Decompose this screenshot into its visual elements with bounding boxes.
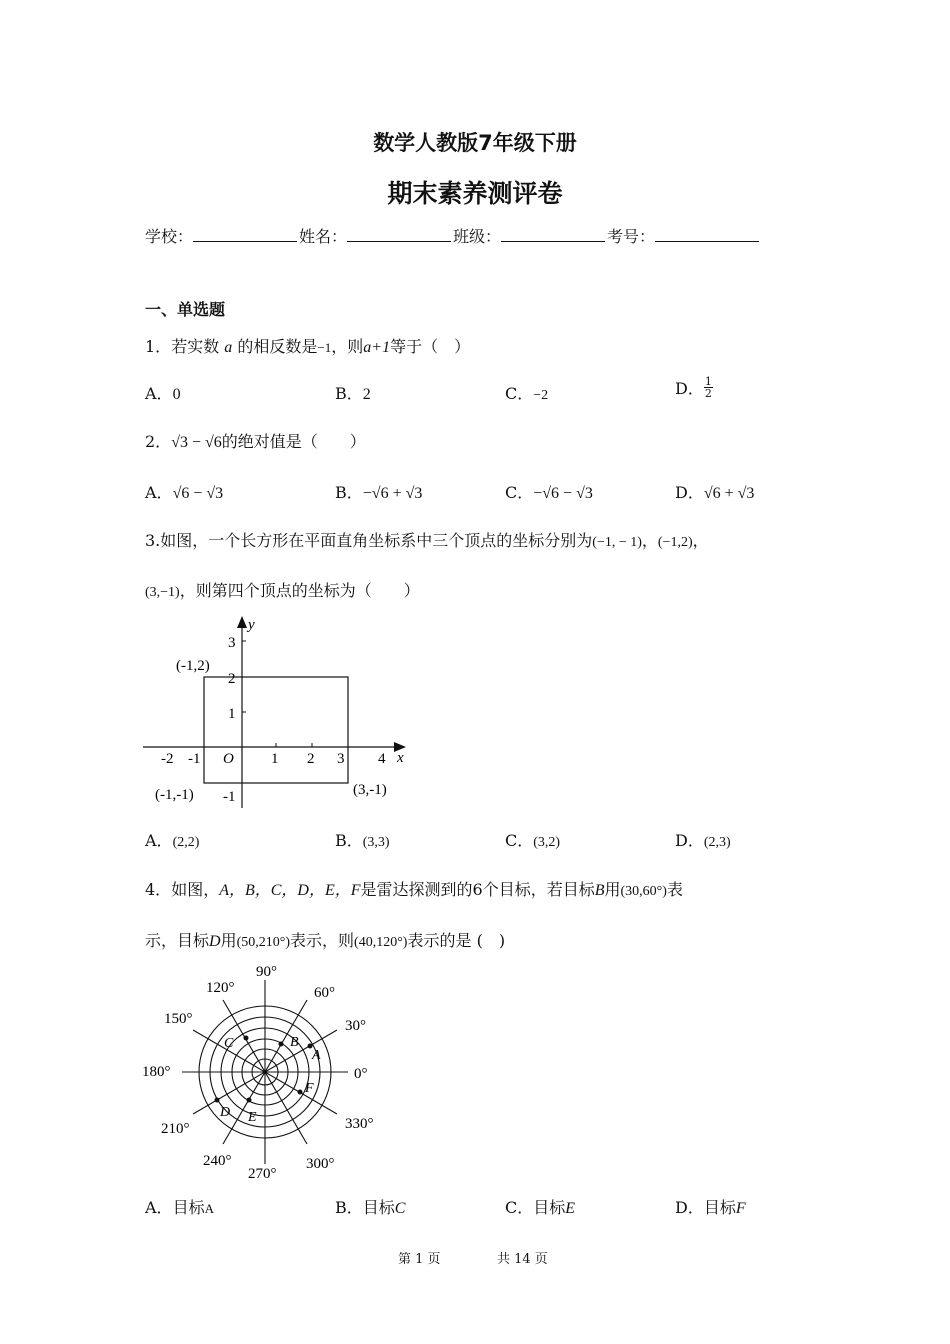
q4-option-a[interactable]: A．目标A — [145, 1198, 214, 1217]
question-2-stem: 2．√3 − √6的绝对值是（ ） — [145, 432, 366, 451]
question-4-stem-line1: 4．如图，A，B，C，D，E，F是雷达探测到的6个目标，若目标B用(30,60°)表 — [145, 880, 683, 899]
angle-label: 210° — [161, 1121, 190, 1137]
y-tick-label: 2 — [228, 671, 236, 687]
x-tick-label: -2 — [161, 751, 174, 767]
target-label: D — [220, 1105, 231, 1120]
q2-option-c[interactable]: C．−√6 − √3 — [505, 483, 593, 502]
info-school-label: 学校： — [145, 227, 194, 246]
page-number: 第 1 页 — [398, 1252, 441, 1267]
page-title: 数学人教版7年级下册 — [373, 131, 577, 155]
info-class-blank[interactable] — [501, 227, 605, 242]
target-label: A — [312, 1048, 321, 1063]
q3-option-b[interactable]: B．(3,3) — [335, 831, 390, 850]
x-tick-label: -1 — [188, 751, 201, 767]
info-exam-blank[interactable] — [655, 227, 759, 242]
angle-label: 0° — [354, 1066, 368, 1082]
angle-label: 330° — [345, 1116, 374, 1132]
info-exam-label: 考号： — [607, 227, 656, 246]
q2-option-d[interactable]: D．√6 + √3 — [675, 483, 755, 502]
target-label: C — [224, 1036, 234, 1051]
angle-label: 240° — [203, 1153, 232, 1169]
q4-option-d[interactable]: D．目标F — [675, 1198, 746, 1217]
angle-label: 180° — [142, 1064, 171, 1080]
q3-option-a[interactable]: A．(2,2) — [145, 831, 200, 850]
x-tick-label: 2 — [307, 751, 315, 767]
page-total: 共 14 页 — [497, 1252, 548, 1267]
info-class-label: 班级： — [453, 227, 502, 246]
q3-option-c[interactable]: C．(3,2) — [505, 831, 561, 850]
question-1-stem: 1．若实数 a 的相反数是−1，则a+1等于（ ） — [145, 337, 471, 356]
coordinate-figure — [140, 612, 415, 817]
y-tick-label: -1 — [223, 789, 236, 805]
x-tick-label: 4 — [378, 751, 386, 767]
target-label: E — [248, 1110, 257, 1125]
angle-label: 30° — [345, 1018, 366, 1034]
x-tick-label: 1 — [271, 751, 279, 767]
info-name-blank[interactable] — [347, 227, 451, 242]
angle-label: 60° — [314, 985, 335, 1001]
page-subtitle: 期末素养测评卷 — [387, 179, 563, 208]
question-3-stem-line1: 3.如图，一个长方形在平面直角坐标系中三个顶点的坐标分别为(−1, − 1)，(−1,2)， — [145, 531, 709, 550]
origin-label: O — [223, 751, 234, 767]
q3-option-d[interactable]: D．(2,3) — [675, 831, 731, 850]
question-4-stem-line2: 示，目标D用(50,210°)表示，则(40,120°)表示的是 ( ) — [145, 931, 506, 950]
q2-option-b[interactable]: B．−√6 + √3 — [335, 483, 423, 502]
info-name-label: 姓名： — [299, 227, 348, 246]
angle-label: 90° — [256, 964, 277, 980]
vertex-label: (-1,2) — [176, 658, 210, 674]
q1-option-b[interactable]: B．2 — [335, 384, 371, 403]
angle-label: 300° — [306, 1156, 335, 1172]
radar-figure — [140, 960, 390, 1185]
q1-option-c[interactable]: C．−2 — [505, 384, 549, 403]
y-tick-label: 3 — [228, 635, 236, 651]
q2-option-a[interactable]: A．√6 − √3 — [145, 483, 224, 502]
info-school-blank[interactable] — [193, 227, 297, 242]
y-axis-label: y — [248, 617, 255, 633]
angle-label: 150° — [164, 1011, 193, 1027]
vertex-label: (3,-1) — [353, 782, 387, 798]
q1-option-d[interactable]: D． $\frac{1}{2}$ — [675, 375, 712, 400]
x-tick-label: 3 — [337, 751, 345, 767]
vertex-label: (-1,-1) — [155, 787, 194, 803]
angle-label: 120° — [206, 980, 235, 996]
y-tick-label: 1 — [228, 706, 236, 722]
target-label: B — [290, 1035, 299, 1050]
q4-option-b[interactable]: B．目标C — [335, 1198, 406, 1217]
student-info-row — [145, 224, 761, 247]
section-heading: 一、单选题 — [145, 300, 226, 319]
x-axis-label: x — [397, 750, 404, 766]
target-label: F — [305, 1081, 314, 1096]
angle-label: 270° — [248, 1166, 277, 1182]
q4-option-c[interactable]: C．目标E — [505, 1198, 576, 1217]
fraction: $\frac{1}{2}$ — [704, 375, 712, 400]
q1-option-a[interactable]: A．0 — [145, 384, 181, 403]
question-3-stem-line2: (3,−1)，则第四个顶点的坐标为（ ） — [145, 581, 420, 600]
